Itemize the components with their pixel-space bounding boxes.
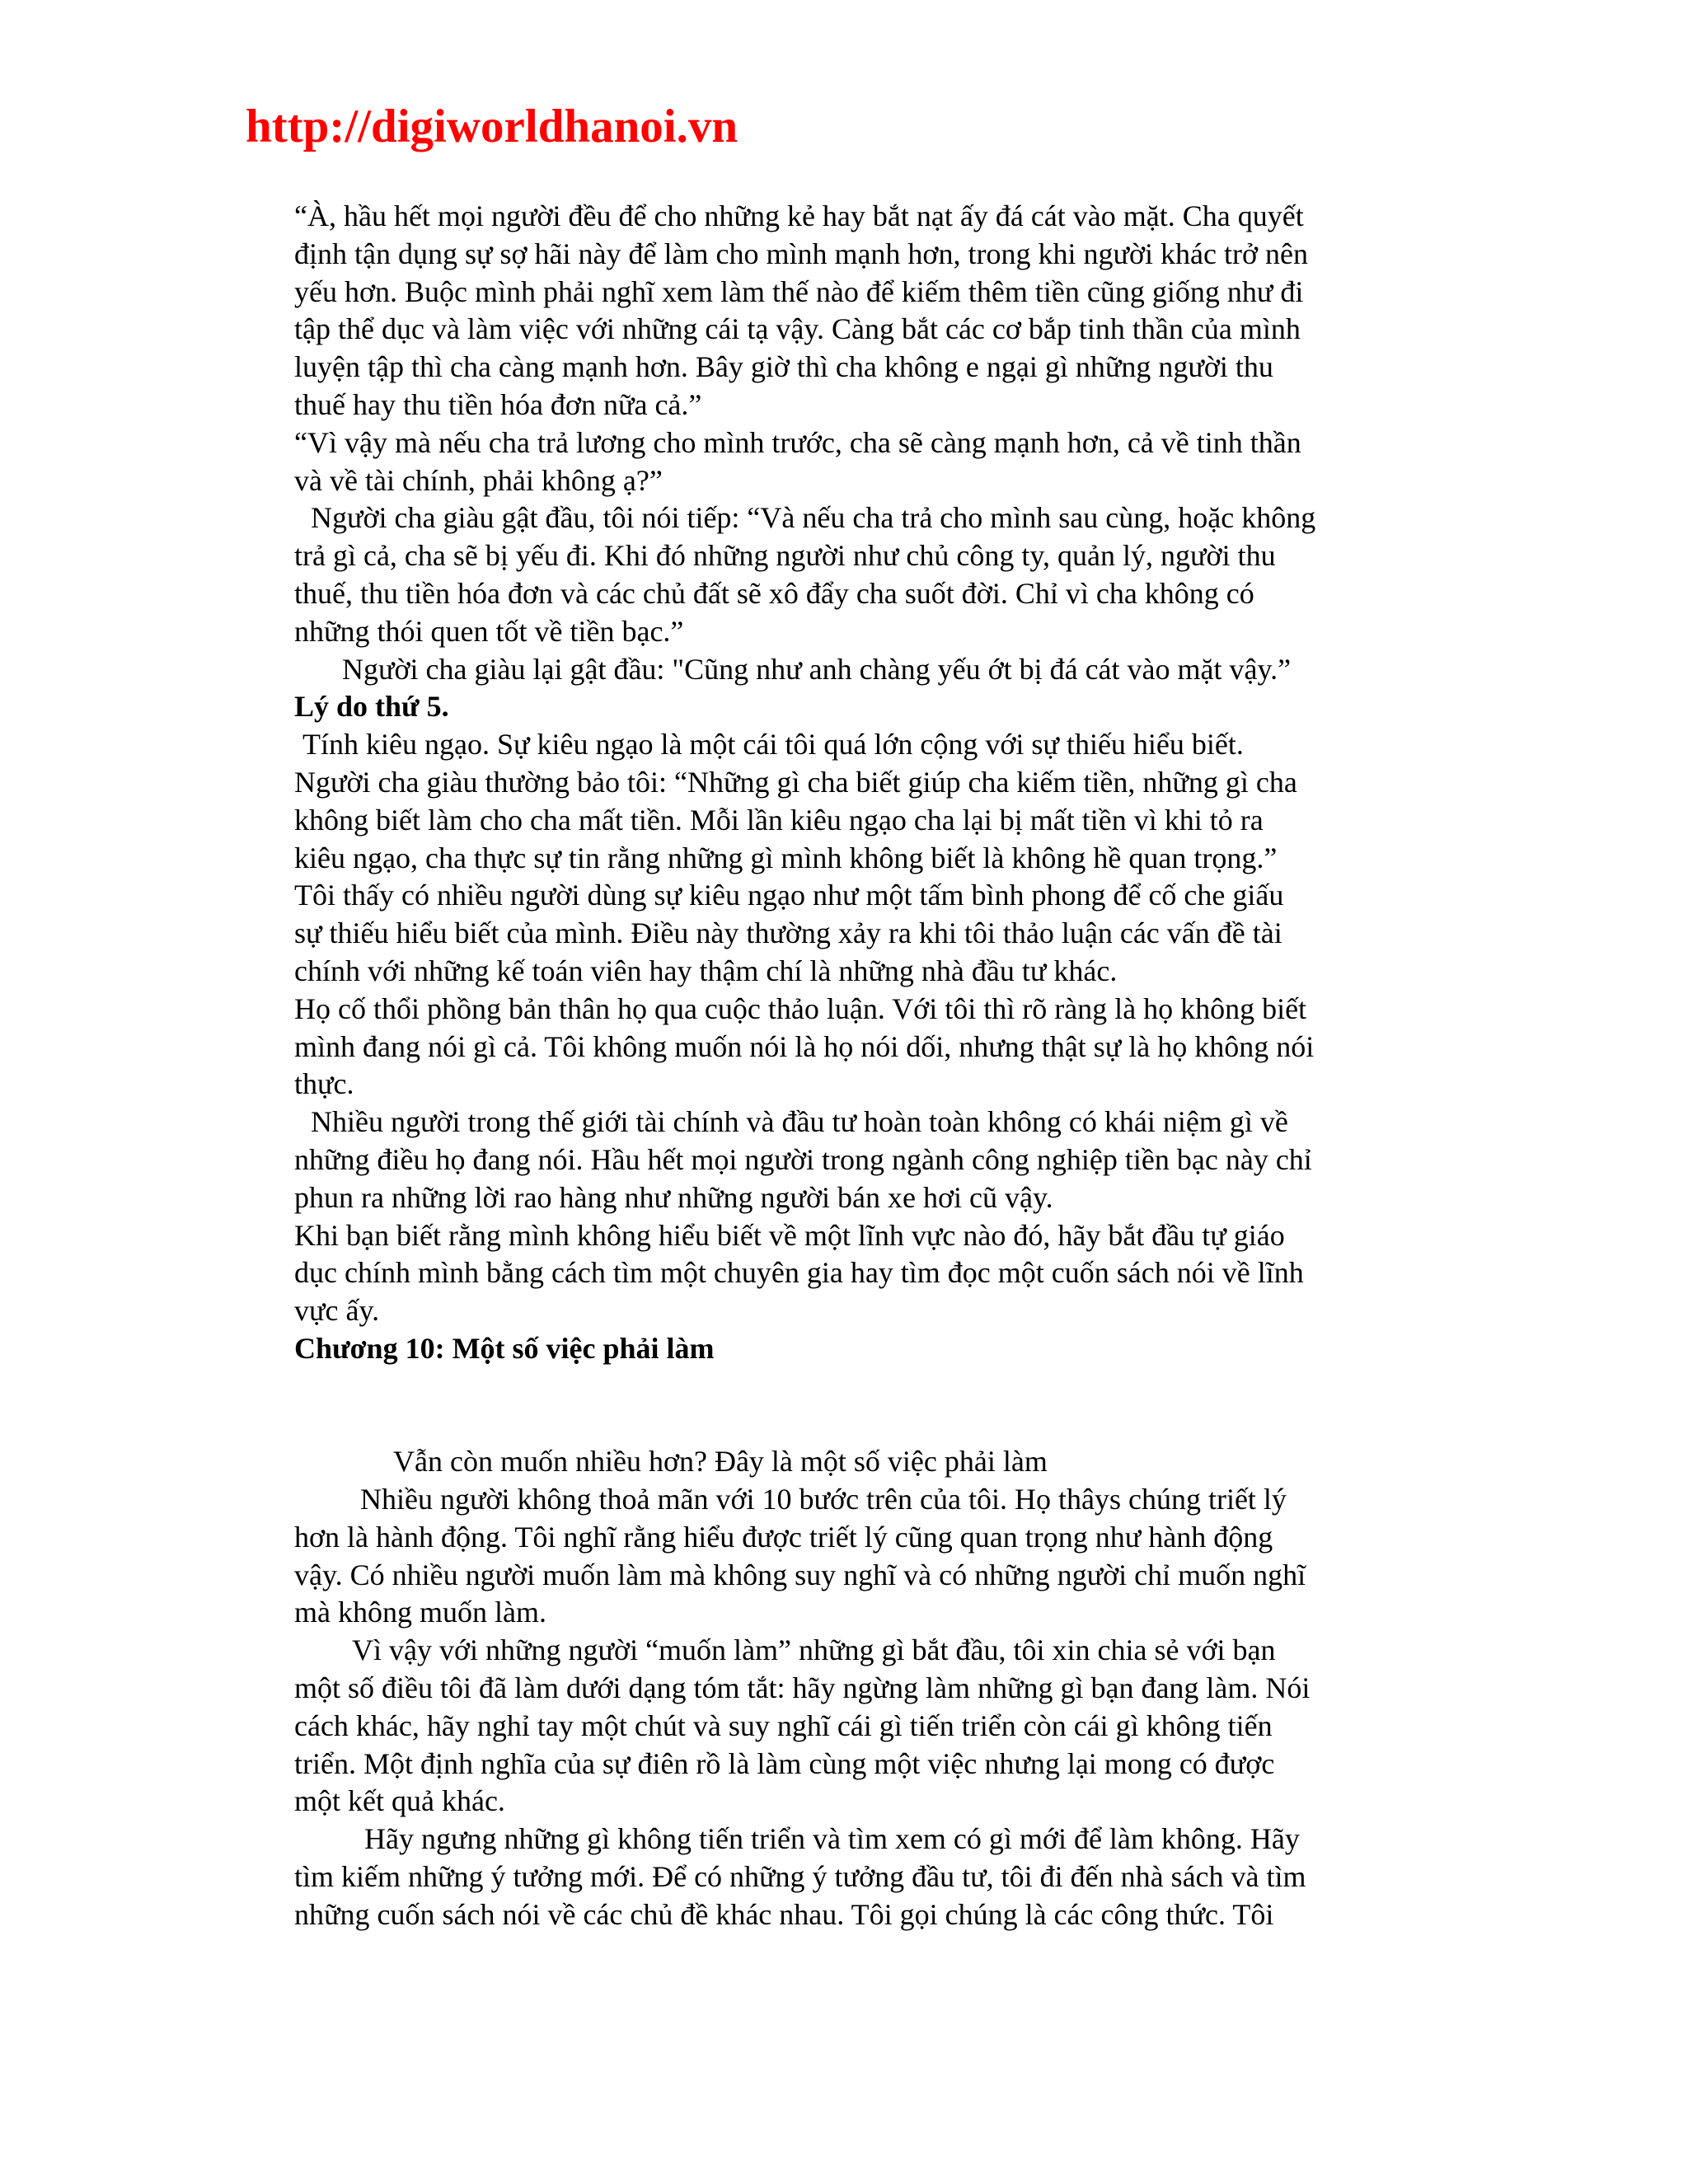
text-line: trả gì cả, cha sẽ bị yếu đi. Khi đó những người như chủ công ty, quản lý, người thu: [294, 539, 1276, 573]
text-line: không biết làm cho cha mất tiền. Mỗi lần kiêu ngạo cha lại bị mất tiền vì khi tỏ ra: [294, 803, 1264, 837]
text-line: Họ cố thổi phồng bản thân họ qua cuộc thảo luận. Với tôi thì rõ ràng là họ không biết: [294, 991, 1307, 1025]
text-line: luyện tập thì cha càng mạnh hơn. Bây giờ thì cha không e ngại gì những người thu: [294, 350, 1273, 384]
text-line: một số điều tôi đã làm dưới dạng tóm tắt: hãy ngừng làm những gì bạn đang làm. Nói: [294, 1671, 1311, 1705]
section-heading: Chương 10: Một số việc phải làm: [294, 1331, 715, 1365]
text-line: tập thể dục và làm việc với những cái tạ vậy. Càng bắt các cơ bắp tinh thần của mình: [294, 312, 1301, 346]
text-line: Tôi thấy có nhiều người dùng sự kiêu ngạo như một tấm bình phong để cố che giấu: [294, 879, 1284, 912]
paragraph-gap: [294, 1368, 1440, 1444]
text-line: một kết quả khác.: [294, 1784, 505, 1818]
text-line: thực.: [294, 1067, 354, 1101]
text-line: Khi bạn biết rằng mình không hiểu biết về một lĩnh vực nào đó, hãy bắt đầu tự giáo: [294, 1218, 1285, 1252]
text-line: và về tài chính, phải không ạ?”: [294, 463, 663, 497]
text-line: Nhiều người không thoả mãn với 10 bước trên của tôi. Họ thâys chúng triết lý: [360, 1483, 1287, 1516]
text-line: Người cha giàu lại gật đầu: "Cũng như anh chàng yếu ớt bị đá cát vào mặt vậy.”: [342, 652, 1292, 686]
text-line: Nhiều người trong thế giới tài chính và đầu tư hoàn toàn không có khái niệm gì về: [311, 1105, 1288, 1139]
text-line: “À, hầu hết mọi người đều để cho những kẻ hay bắt nạt ấy đá cát vào mặt. Cha quyết: [294, 199, 1304, 232]
text-line: yếu hơn. Buộc mình phải nghĩ xem làm thế nào để kiếm thêm tiền cũng giống như đi: [294, 274, 1304, 308]
text-line: Tính kiêu ngạo. Sự kiêu ngạo là một cái tôi quá lớn cộng với sự thiếu hiểu biết.: [302, 728, 1244, 762]
text-line: những điều họ đang nói. Hầu hết mọi người trong ngành công nghiệp tiền bạc này chỉ: [294, 1142, 1312, 1176]
text-line: thuế, thu tiền hóa đơn và các chủ đất sẽ xô đẩy cha suốt đời. Chỉ vì cha không có: [294, 576, 1254, 610]
text-line: mình đang nói gì cả. Tôi không muốn nói là họ nói dối, nhưng thật sự là họ không nói: [294, 1029, 1315, 1063]
text-line: định tận dụng sự sợ hãi này để làm cho mình mạnh hơn, trong khi người khác trở nên: [294, 237, 1308, 270]
document-body: [294, 198, 1440, 1934]
text-line: Người cha giàu thường bảo tôi: “Những gì cha biết giúp cha kiếm tiền, những gì cha: [294, 765, 1297, 799]
text-line: vậy. Có nhiều người muốn làm mà không suy nghĩ và có những người chỉ muốn nghĩ: [294, 1558, 1306, 1591]
text-line: hơn là hành động. Tôi nghĩ rằng hiểu được triết lý cũng quan trọng như hành động: [294, 1520, 1273, 1554]
text-line: Người cha giàu gật đầu, tôi nói tiếp: “Và nếu cha trả cho mình sau cùng, hoặc không: [311, 501, 1316, 535]
text-line: phun ra những lời rao hàng như những người bán xe hơi cũ vậy.: [294, 1180, 1053, 1214]
text-line: sự thiếu hiểu biết của mình. Điều này thường xảy ra khi tôi thảo luận các vấn đề tài: [294, 916, 1282, 950]
text-line: triển. Một định nghĩa của sự điên rồ là làm cùng một việc nhưng lại mong có được: [294, 1746, 1275, 1780]
text-line: vực ấy.: [294, 1294, 380, 1328]
text-line: kiêu ngạo, cha thực sự tin rằng những gì mình không biết là không hề quan trọng.”: [294, 841, 1278, 874]
text-line: thuế hay thu tiền hóa đơn nữa cả.”: [294, 387, 702, 421]
text-line: mà không muốn làm.: [294, 1596, 546, 1629]
text-line: những cuốn sách nói về các chủ đề khác nhau. Tôi gọi chúng là các công thức. Tôi: [294, 1897, 1274, 1931]
text-line: những thói quen tốt về tiền bạc.”: [294, 614, 684, 648]
text-line: Hãy ngưng những gì không tiến triển và tìm xem có gì mới để làm không. Hãy: [364, 1822, 1300, 1856]
section-heading: Lý do thứ 5.: [294, 690, 449, 724]
text-line: “Vì vậy mà nếu cha trả lương cho mình trước, cha sẽ càng mạnh hơn, cả về tinh thần: [294, 425, 1301, 459]
text-line: tìm kiếm những ý tưởng mới. Để có những ý tưởng đầu tư, tôi đi đến nhà sách và tìm: [294, 1860, 1306, 1894]
text-line: chính với những kế toán viên hay thậm chí là những nhà đầu tư khác.: [294, 954, 1118, 987]
text-line: dục chính mình bằng cách tìm một chuyên gia hay tìm đọc một cuốn sách nói về lĩnh: [294, 1256, 1304, 1290]
text-line: cách khác, hãy nghỉ tay một chút và suy nghĩ cái gì tiến triển còn cái gì không tiến: [294, 1708, 1273, 1742]
text-line: Vẫn còn muốn nhiều hơn? Đây là một số việc phải làm: [393, 1445, 1048, 1479]
site-url-header: http://digiworldhanoi.vn: [246, 101, 738, 152]
text-line: Vì vậy với những người “muốn làm” những gì bắt đầu, tôi xin chia sẻ với bạn: [352, 1633, 1276, 1667]
